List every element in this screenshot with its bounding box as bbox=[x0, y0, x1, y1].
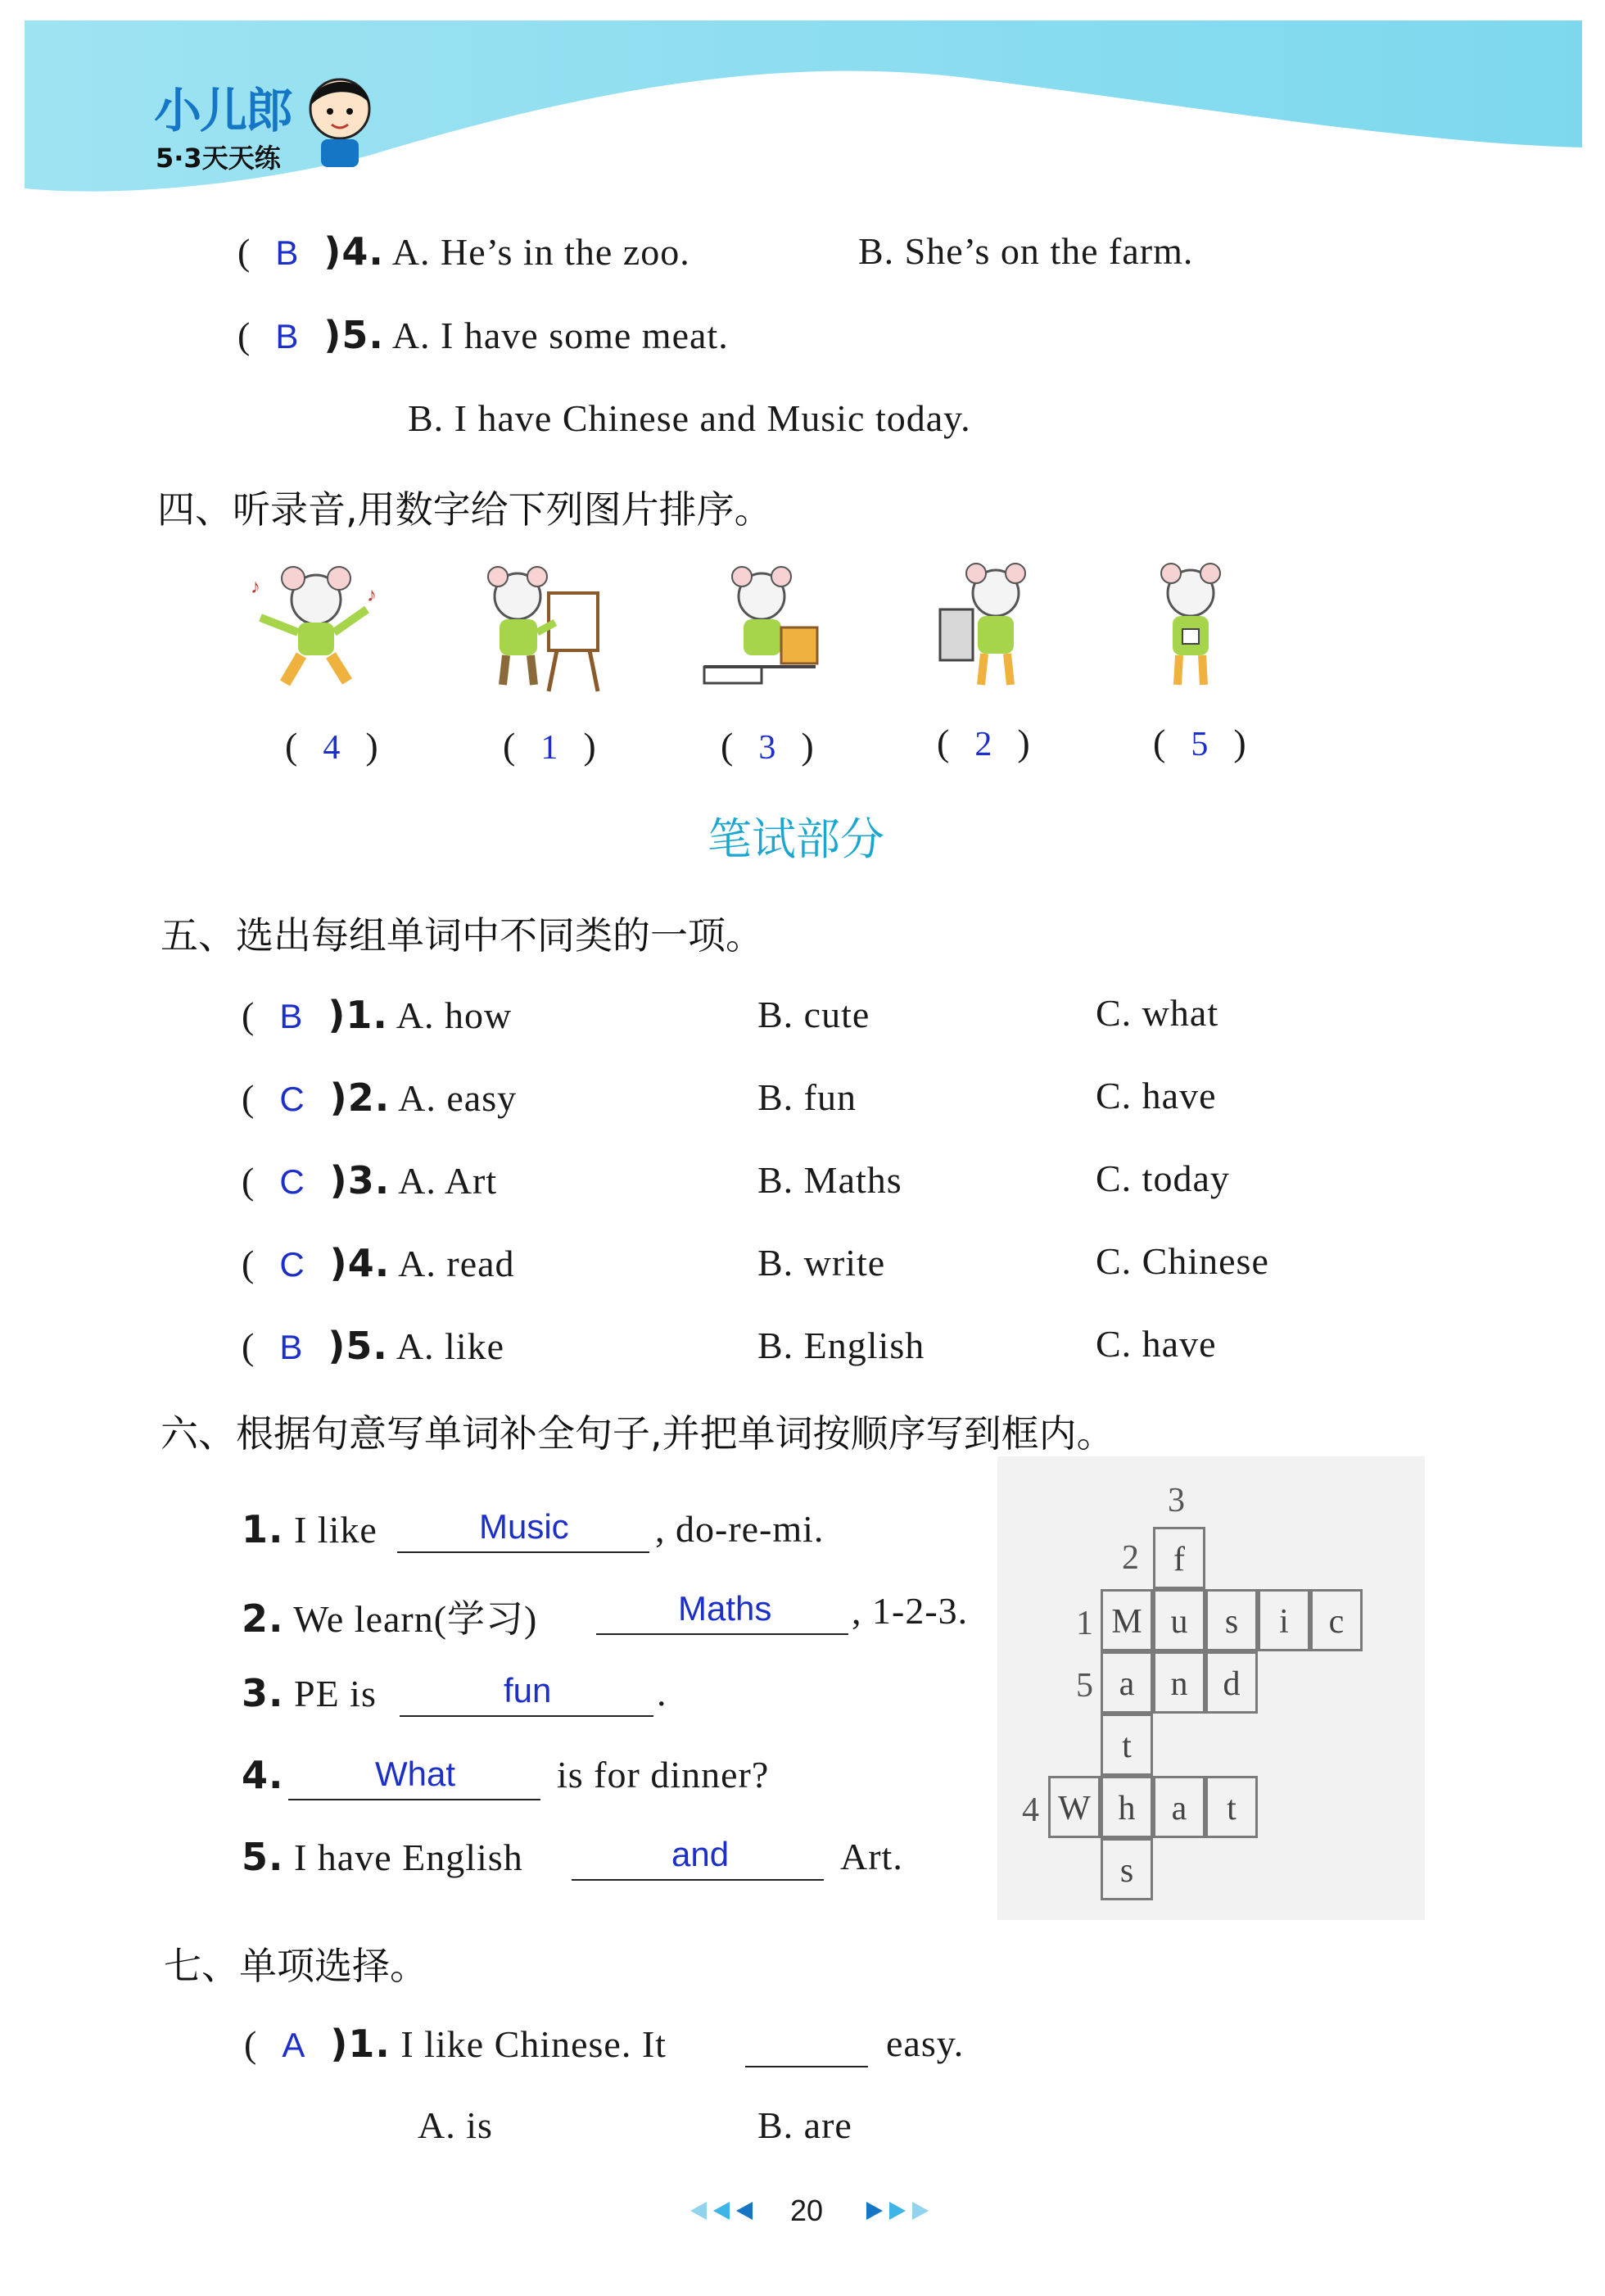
s7-q1-option-a: A. is bbox=[418, 2104, 493, 2146]
next-arrows-icon bbox=[861, 2199, 935, 2227]
section4-title: 四、听录音,用数字给下列图片排序。 bbox=[157, 487, 772, 532]
crossword-cell: d bbox=[1205, 1651, 1258, 1714]
crossword-cell: n bbox=[1153, 1651, 1205, 1714]
crossword-number-3: 3 bbox=[1168, 1482, 1185, 1519]
s5-q3-option-c: C. today bbox=[1096, 1157, 1230, 1199]
s6-q2-answer: Maths bbox=[678, 1589, 772, 1628]
crossword-cell: c bbox=[1310, 1589, 1363, 1651]
s6-q3: 3. PE is bbox=[242, 1671, 377, 1715]
q4-option-a: A. He’s in the zoo. bbox=[391, 231, 690, 273]
s6-q1: 1. I like bbox=[242, 1507, 378, 1551]
svg-text:♪: ♪ bbox=[251, 577, 260, 598]
crossword-cell: f bbox=[1153, 1527, 1205, 1589]
s6-q4: 4. bbox=[242, 1753, 284, 1797]
s5-q2-option-c: C. have bbox=[1096, 1075, 1217, 1116]
logo-subtitle: 5·3天天练 bbox=[156, 143, 281, 174]
s7-q1-row: ( A )1. I like Chinese. It bbox=[244, 2022, 667, 2066]
crossword-cell: a bbox=[1101, 1651, 1153, 1714]
picture-1-answer: ( 4 ) bbox=[285, 725, 379, 767]
s5-q2-row: ( C )2. A. easy bbox=[242, 1076, 518, 1120]
boy-mascot-icon bbox=[303, 72, 377, 170]
picture-2-answer: ( 1 ) bbox=[503, 725, 597, 767]
crossword-cell: s bbox=[1205, 1589, 1258, 1651]
q4-option-b: B. She’s on the farm. bbox=[858, 230, 1194, 272]
s5-q3-option-b: B. Maths bbox=[757, 1159, 902, 1201]
crossword-number-4: 4 bbox=[1022, 1791, 1039, 1829]
written-part-heading: 笔试部分 bbox=[708, 813, 884, 865]
s7-q1-post: easy. bbox=[886, 2022, 965, 2064]
crossword-number-1: 1 bbox=[1076, 1605, 1093, 1642]
s7-q1-option-b: B. are bbox=[757, 2104, 852, 2146]
crossword-cell: W bbox=[1048, 1776, 1101, 1838]
s5-q4-option-b: B. write bbox=[757, 1242, 886, 1284]
s6-q4-blank bbox=[288, 1799, 540, 1800]
s6-q5-post: Art. bbox=[840, 1836, 903, 1877]
s6-q4-answer: What bbox=[375, 1755, 456, 1793]
crossword-cell: M bbox=[1101, 1589, 1153, 1651]
picture-5-answer: ( 5 ) bbox=[1153, 722, 1247, 763]
s6-q5: 5. I have English bbox=[242, 1835, 523, 1879]
crossword-cell: a bbox=[1153, 1776, 1205, 1838]
crossword-cell: t bbox=[1101, 1714, 1153, 1776]
s6-q2-blank bbox=[596, 1633, 848, 1635]
crossword-cell: i bbox=[1258, 1589, 1310, 1651]
s5-q5-option-c: C. have bbox=[1096, 1323, 1217, 1365]
crossword-cell: h bbox=[1101, 1776, 1153, 1838]
logo-title: 小儿郎 bbox=[154, 83, 292, 138]
crossword-panel bbox=[997, 1456, 1425, 1920]
dancing-mouse-icon bbox=[244, 560, 383, 700]
crossword-cell: t bbox=[1205, 1776, 1258, 1838]
picture-3-answer: ( 3 ) bbox=[721, 725, 815, 767]
section5-title: 五、选出每组单词中不同类的一项。 bbox=[160, 913, 763, 958]
s5-q2-option-b: B. fun bbox=[757, 1076, 857, 1118]
s5-q5-option-b: B. English bbox=[757, 1325, 925, 1366]
s6-q2-post: , 1-2-3. bbox=[852, 1590, 969, 1632]
picture-4-answer: ( 2 ) bbox=[937, 722, 1031, 763]
q5-answer: B bbox=[275, 317, 300, 355]
q4-row: ( B )4. A. He’s in the zoo. bbox=[237, 229, 690, 274]
s5-q5-row: ( B )5. A. like bbox=[242, 1324, 505, 1368]
s5-q4-row: ( C )4. A. read bbox=[242, 1241, 515, 1285]
s5-q4-option-c: C. Chinese bbox=[1096, 1240, 1269, 1282]
s5-q3-row: ( C )3. A. Art bbox=[242, 1158, 498, 1202]
q5-row: ( B )5. A. I have some meat. bbox=[237, 313, 729, 357]
s6-q2: 2. We learn(学习) bbox=[242, 1596, 538, 1641]
crossword-cell: u bbox=[1153, 1589, 1205, 1651]
q5-option-a: A. I have some meat. bbox=[391, 315, 729, 356]
svg-text:♪: ♪ bbox=[367, 585, 377, 606]
s6-q5-blank bbox=[572, 1879, 824, 1881]
prev-arrows-icon bbox=[684, 2199, 757, 2227]
painting-mouse-icon bbox=[467, 560, 606, 700]
s6-q3-answer: fun bbox=[504, 1671, 552, 1710]
s6-q3-post: . bbox=[657, 1672, 667, 1714]
s7-q1-blank bbox=[745, 2066, 868, 2067]
s6-q4-post: is for dinner? bbox=[557, 1754, 770, 1796]
q4-answer: B bbox=[275, 233, 300, 272]
holding-mouse-icon bbox=[1130, 560, 1269, 700]
reading-mouse-icon bbox=[693, 560, 832, 700]
crossword-cell: s bbox=[1101, 1838, 1153, 1900]
s6-q1-blank bbox=[397, 1551, 649, 1553]
crossword-number-2: 2 bbox=[1122, 1539, 1139, 1577]
s6-q1-answer: Music bbox=[479, 1507, 569, 1546]
book-mouse-icon bbox=[920, 560, 1060, 700]
crossword-number-5: 5 bbox=[1076, 1667, 1093, 1705]
q5-option-b: B. I have Chinese and Music today. bbox=[408, 397, 971, 439]
s6-q1-post: , do-re-mi. bbox=[655, 1508, 825, 1550]
s6-q5-answer: and bbox=[671, 1835, 730, 1873]
s6-q3-blank bbox=[400, 1715, 653, 1717]
s5-q1-row: ( B )1. A. how bbox=[242, 993, 513, 1037]
page-number: 20 bbox=[790, 2194, 824, 2227]
s5-q1-option-b: B. cute bbox=[757, 994, 870, 1035]
section6-title: 六、根据句意写单词补全句子,并把单词按顺序写到框内。 bbox=[160, 1411, 1114, 1456]
section7-title: 七、单项选择。 bbox=[164, 1944, 427, 1988]
s5-q1-option-c: C. what bbox=[1096, 992, 1219, 1034]
